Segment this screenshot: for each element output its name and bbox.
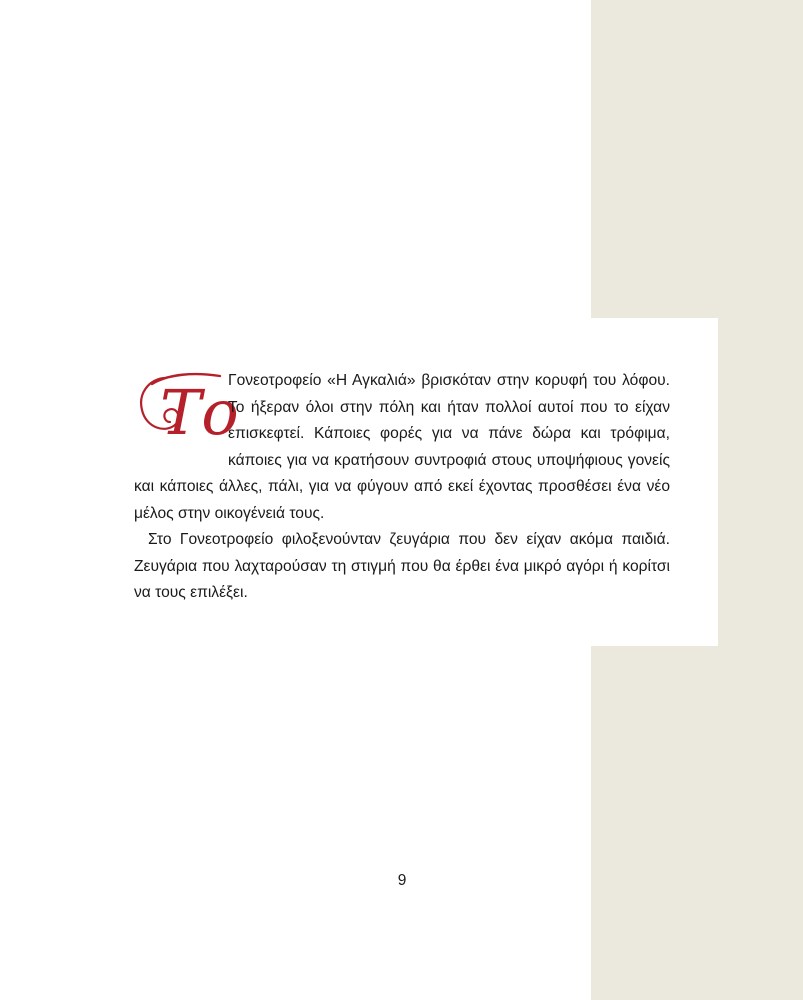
drop-cap-letters: Το [160, 376, 239, 449]
drop-cap-art [134, 370, 239, 449]
paragraph-1-text: Γονεοτροφείο «Η Αγκαλιά» βρισκόταν στην κορυφή του λόφου. Το ήξεραν όλοι στην πόλη και ήταν πολλοί αυτοί που το είχαν επισκεφτεί. Κάποιες φορές για να πάνε δώρα και τρόφιμα, κάποιες για να κρατήσουν συντροφιά στους υποψήφιους γονείς και κάποιες άλλες, πάλι, για να φύγουν από εκεί έχοντας προσθέσει ένα νέο μέλος στην οικογένειά τους. [134, 372, 670, 522]
paragraph-2 [134, 527, 670, 607]
paragraph-2-text: Στο Γονεοτροφείο φιλοξενούνταν ζευγάρια που δεν είχαν ακόμα παιδιά. Ζευγάρια που λαχταρούσαν τη στιγμή που θα έρθει ένα μικρό αγόρι ή κορίτσι να τους επιλέξει. [134, 531, 670, 601]
body-text [134, 368, 670, 607]
drop-cap [134, 370, 239, 449]
paragraph-1 [134, 368, 670, 527]
page-number: 9 [397, 872, 407, 889]
